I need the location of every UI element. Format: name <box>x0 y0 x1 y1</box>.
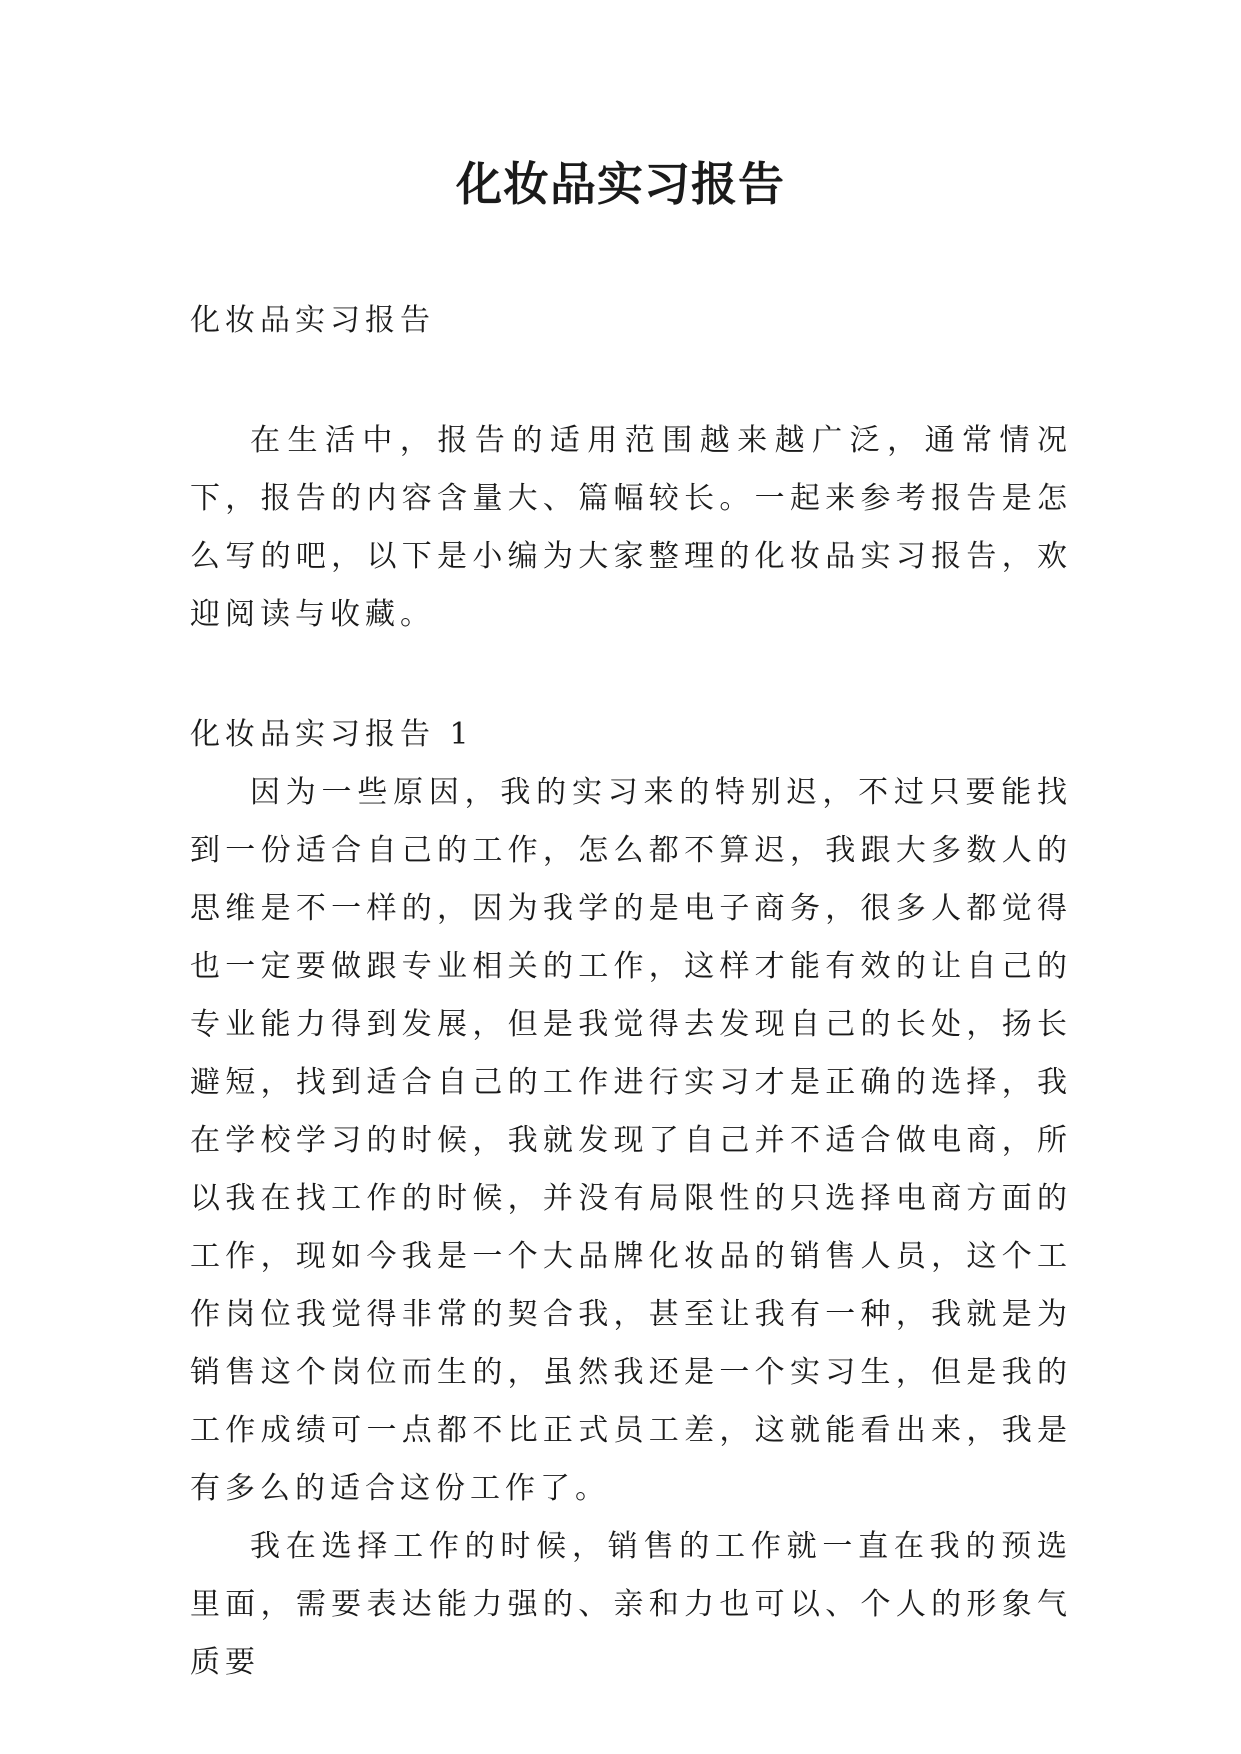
body-paragraph: 我在选择工作的时候，销售的工作就一直在我的预选里面，需要表达能力强的、亲和力也可以、个人的形象气质要 <box>190 1529 1072 1680</box>
document-body <box>190 292 1072 1692</box>
body-paragraph: 因为一些原因，我的实习来的特别迟，不过只要能找到一份适合自己的工作，怎么都不算迟，我跟大多数人的思维是不一样的，因为我学的是电子商务，很多人都觉得也一定要做跟专业相关的工作，这样才能有效的让自己的专业能力得到发展，但是我觉得去发现自己的长处，扬长避短，找到适合自己的工作进行实习才是正确的选择，我在学校学习的时候，我就发现了自己并不适合做电商，所以我在找工作的时候，并没有局限性的只选择电商方面的工作，现如今我是一个大品牌化妆品的销售人员，这个工作岗位我觉得非常的契合我，甚至让我有一种，我就是为销售这个岗位而生的，虽然我还是一个实习生，但是我的工作成绩可一点都不比正式员工差，这就能看出来，我是有多么的适合这份工作了。 <box>190 775 1072 1506</box>
document-title: 化妆品实习报告 <box>456 157 785 211</box>
intro-paragraph: 在生活中，报告的适用范围越来越广泛，通常情况下，报告的内容含量大、篇幅较长。一起来参考报告是怎么写的吧，以下是小编为大家整理的化妆品实习报告，欢迎阅读与收藏。 <box>190 423 1072 632</box>
section-heading: 化妆品实习报告 1 <box>190 717 474 752</box>
document-subtitle: 化妆品实习报告 <box>190 303 435 338</box>
